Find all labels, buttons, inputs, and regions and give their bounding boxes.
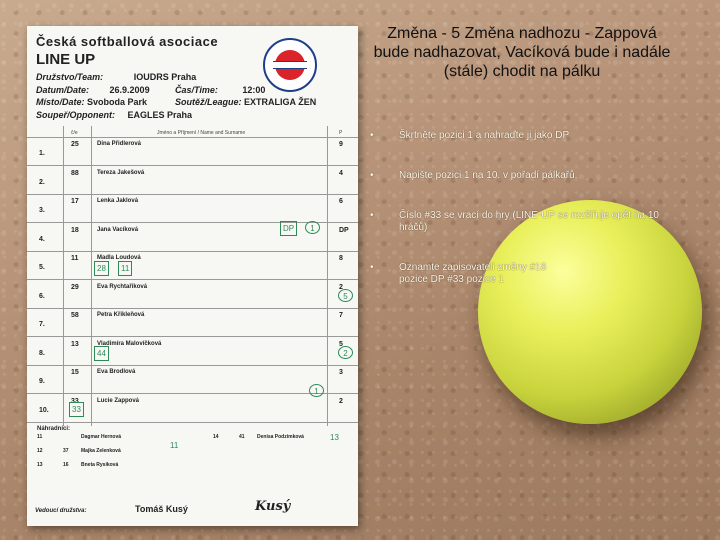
row-player-name: Jana Vacíková	[97, 226, 139, 233]
row-jersey: 11	[71, 255, 79, 262]
bench-jersey: 16	[63, 462, 69, 468]
bench-name: Dagmar Hernová	[81, 434, 122, 440]
place-field: Místo/Date: Svoboda Park	[36, 97, 148, 107]
bench-name: Bneta Rysiková	[81, 462, 119, 468]
row-jersey: 17	[71, 198, 79, 205]
lineup-sheet	[27, 26, 358, 526]
league-field: Soutěž/League: EXTRALIGA ŽEN	[175, 97, 317, 107]
mark-33: 33	[69, 402, 84, 417]
coach-name: Tomáš Kusý	[135, 504, 188, 514]
row-number: 10.	[39, 406, 49, 414]
coach-signature: Kusý	[255, 499, 291, 514]
lineup-row	[27, 138, 358, 166]
row-position: 9	[339, 141, 343, 148]
team-field: Družstvo/Team: IOUDRS Praha	[36, 72, 197, 82]
row-position: 7	[339, 312, 343, 319]
row-number: 5.	[39, 264, 45, 271]
row-position: 6	[339, 198, 343, 205]
row-jersey: 29	[71, 283, 79, 291]
lineup-row	[27, 252, 358, 280]
row-jersey: 58	[71, 312, 79, 319]
row-number: 6.	[39, 292, 45, 300]
row-position: 8	[339, 255, 343, 262]
subs-label: Náhradníci:	[37, 426, 71, 432]
row-position: 2	[339, 397, 343, 405]
lineup-row	[27, 281, 358, 309]
association-logo	[263, 38, 317, 92]
bench-jersey: 37	[63, 448, 69, 454]
bench-number: 11	[37, 434, 43, 440]
row-player-name: Lenka Jaklová	[97, 198, 139, 204]
row-player-name: Eva Brodlová	[97, 369, 136, 375]
row-position: 4	[339, 169, 343, 177]
mark-5: 5	[338, 289, 353, 302]
opponent-field: Soupeř/Opponent: EAGLES Praha	[36, 110, 193, 120]
lineup-row	[27, 195, 358, 223]
instruction-item: • Oznamte zapisovateli změny #18 pozice DP #33 pozice 1	[370, 262, 560, 286]
col-name: Jméno a Příjmení / Name and Surname	[157, 130, 246, 136]
row-number: 1.	[39, 150, 45, 157]
instruction-item: • Číslo #33 se vrací do hry (LINE-UP se rozšiřuje opět na 10 hráčů)	[370, 210, 680, 234]
bench-number: 13	[37, 462, 43, 468]
row-jersey: 18	[71, 226, 79, 234]
row-position: DP	[339, 226, 349, 234]
mark-dp: DP	[280, 221, 297, 236]
bench-name: Denisa Podzimková	[257, 434, 304, 440]
row-position: 5	[339, 340, 343, 348]
coach-label: Vedoucí družstva:	[35, 508, 87, 514]
col-jersey: č/e	[71, 130, 78, 136]
row-number: 2.	[39, 178, 45, 186]
lineup-row	[27, 309, 358, 337]
row-player-name: Petra Křikleňová	[97, 312, 145, 318]
mark-1-top: 1	[305, 221, 320, 234]
instruction-list	[370, 130, 680, 286]
mark-1-bottom: 1	[309, 384, 324, 397]
mark-2: 2	[338, 346, 353, 359]
row-number: 3.	[39, 207, 45, 214]
row-player-name: Eva Rychtaříková	[97, 283, 148, 290]
col-position: P	[339, 130, 343, 136]
lineup-title: LINE UP	[36, 51, 96, 68]
row-number: 7.	[39, 321, 45, 328]
lineup-row	[27, 167, 358, 195]
slide-title: Změna - 5 Změna nadhozu - Zappová bude nadhazovat, Vacíková bude i nadále (stále) chodit na pálku	[373, 25, 671, 80]
mark-11-bench: 11	[170, 441, 179, 450]
row-number: 4.	[39, 235, 45, 243]
date-field: Datum/Date: 26.9.2009	[36, 85, 150, 95]
association-name: Česká softballová asociace	[36, 34, 219, 49]
bench-jersey: 41	[239, 434, 245, 440]
row-player-name: Vladimíra Malovíčková	[97, 340, 162, 347]
mark-13: 13	[330, 433, 339, 442]
instruction-item: • Napište pozici 1 na 10. v pořadí pálkařů.	[370, 170, 680, 182]
mark-28: 28	[94, 261, 109, 276]
row-jersey: 33	[71, 397, 79, 405]
mark-44: 44	[94, 346, 109, 361]
row-jersey: 25	[71, 141, 79, 148]
row-player-name: Tereza Jakešová	[97, 169, 145, 176]
row-player-name: Dina Přidlerová	[97, 141, 142, 147]
lineup-row	[27, 338, 358, 366]
mark-11: 11	[118, 261, 132, 276]
row-number: 9.	[39, 378, 45, 385]
row-player-name: Lucie Zappová	[97, 397, 140, 404]
row-player-name: Madla Loudová	[97, 255, 141, 261]
bench-name: Majka Zelenková	[81, 448, 121, 454]
instruction-item: • Škrtněte pozici 1 a nahraďte ji jako DP	[370, 130, 680, 142]
time-field: Čas/Time: 12:00	[175, 85, 266, 95]
row-jersey: 88	[71, 169, 79, 177]
row-position: 2	[339, 283, 343, 291]
bench-number: 12	[37, 448, 43, 454]
row-jersey: 15	[71, 369, 79, 376]
row-jersey: 13	[71, 340, 79, 348]
row-position: 3	[339, 369, 343, 376]
bench-number: 14	[213, 434, 219, 440]
row-number: 8.	[39, 349, 45, 357]
